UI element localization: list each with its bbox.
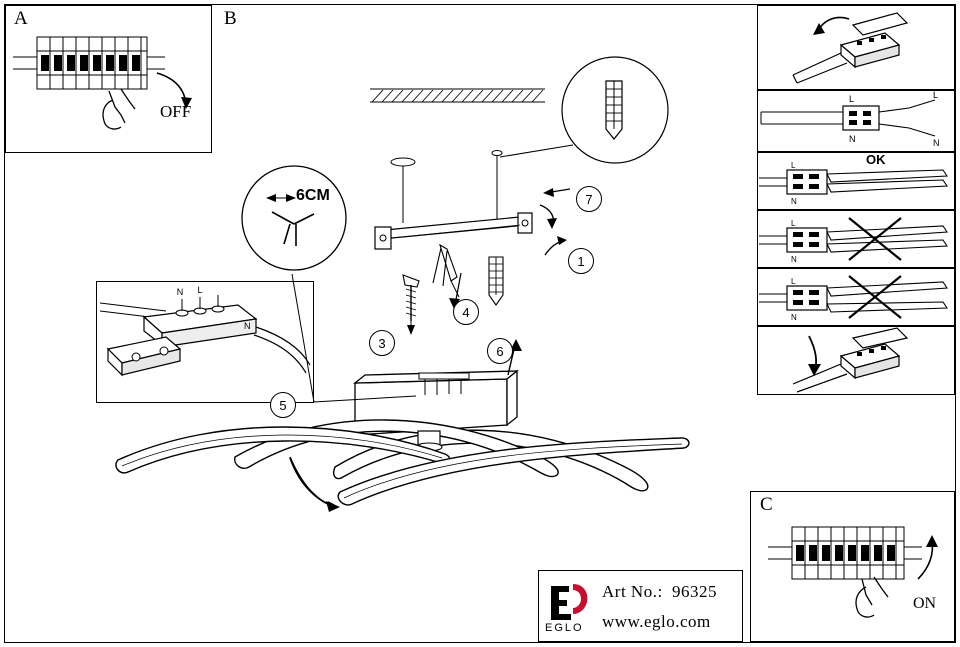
svg-text:N: N — [791, 255, 797, 264]
svg-text:N: N — [791, 313, 797, 322]
lamp-bars — [100, 420, 820, 540]
article-label: Art No.: — [602, 582, 663, 601]
brand-name: EGLO — [545, 622, 584, 634]
step-3-marker — [369, 330, 395, 356]
eglo-logo-mark — [547, 580, 593, 622]
wiring-ok-label: OK — [866, 152, 886, 167]
section-a-diagram — [5, 5, 212, 153]
svg-text:L: L — [849, 94, 855, 104]
detail-leader-lines — [96, 190, 426, 410]
svg-text:N: N — [244, 321, 251, 331]
article-number: 96325 — [672, 582, 717, 601]
svg-text:N: N — [849, 134, 856, 144]
section-a-label: A — [14, 8, 28, 29]
section-c-on-label: ON — [913, 595, 937, 612]
svg-text:L: L — [791, 161, 796, 170]
step-6-number: 6 — [496, 343, 504, 359]
wiring-row-2-diagram — [757, 90, 955, 152]
section-c-diagram — [750, 491, 955, 642]
step-4-number: 4 — [462, 304, 470, 320]
svg-text:N: N — [176, 287, 184, 297]
svg-text:L: L — [791, 277, 796, 286]
step-4-marker — [453, 299, 479, 325]
section-c-label: C — [760, 494, 773, 515]
svg-text:N: N — [933, 138, 940, 148]
wiring-row-6-diagram — [757, 326, 955, 395]
step-6-marker — [487, 338, 513, 364]
step-1-marker — [568, 248, 594, 274]
section-b-label: B — [224, 8, 237, 29]
svg-text:L: L — [791, 219, 796, 228]
wiring-row-5-diagram — [757, 268, 955, 326]
wiring-row-3-diagram — [757, 152, 955, 210]
step-5-marker — [270, 392, 296, 418]
step-5-number: 5 — [279, 397, 287, 413]
wiring-row-1-diagram — [757, 5, 955, 90]
section-a-off-label: OFF — [160, 102, 192, 121]
step-7-number: 7 — [585, 191, 593, 207]
svg-text:L: L — [197, 285, 203, 295]
distance-label: 6CM — [296, 187, 330, 204]
website-link[interactable]: www.eglo.com — [602, 612, 711, 631]
svg-text:N: N — [791, 197, 797, 206]
step-1-number: 1 — [577, 253, 585, 269]
svg-text:L: L — [933, 90, 939, 100]
step-7-marker — [576, 186, 602, 212]
step-3-number: 3 — [378, 335, 386, 351]
wiring-row-4-diagram — [757, 210, 955, 268]
